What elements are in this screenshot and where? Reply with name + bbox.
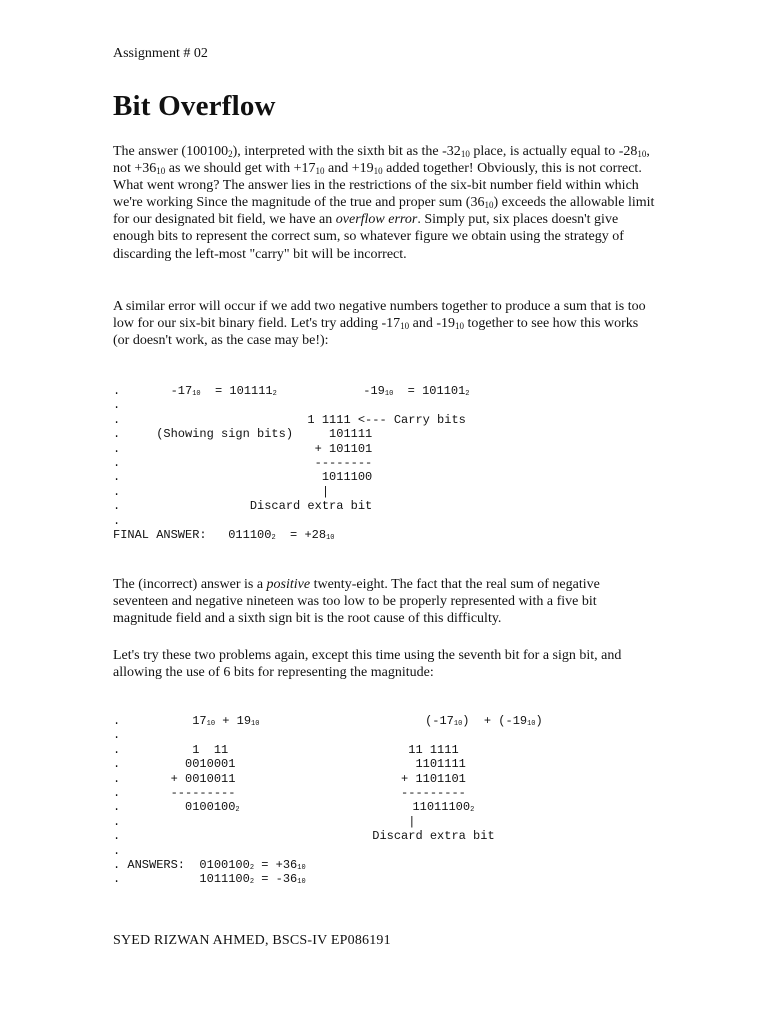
code-block-seven-bit-addition: . 1710 + 1910 (-1710) + (-1910) . . 1 11 11 1111 . 0010001 1101111 . + 0010011 + 1101101 . --------- --------- . 01001002 110111002 . | . Discard extra bit . . ANSWERS: 01001002 = +3610 . 10111002 = -3610	[113, 714, 543, 887]
paragraph-negative-numbers: A similar error will occur if we add two negative numbers together to produce a sum that is too low for our six-bit binary field. Let's try adding $-17_{10}$ and $-19_{10}$ together to see how this works (or doesn't work, as the case may be!):	[113, 299, 646, 349]
author-footer: SYED RIZWAN AHMED, BSCS-IV EP086191	[113, 933, 391, 948]
paragraph-seven-bit-retry: Let's try these two problems again, except this time using the seventh bit for a sign bit, and allowing the use of 6 bits for representing the magnitude:	[113, 648, 622, 681]
code-block-six-bit-addition: . -1710 = 1011112 -1910 = 1011012 . . 1 1111 <--- Carry bits . (Showing sign bits) 101111 . + 101101 . -------- . 1011100 . | . Discard extra bit . FINAL ANSWER: 0111002 = +2810	[113, 384, 470, 543]
paragraph-incorrect-answer: The (incorrect) answer is a positive twenty-eight. The fact that the real sum of negative seventeen and negative nineteen was too low to be properly represented with a five bit magnitude field and a sixth sign bit is the root cause of this difficulty.	[113, 577, 600, 627]
assignment-header: Assignment # 02	[113, 46, 208, 61]
page-title: Bit Overflow	[113, 90, 276, 122]
paragraph-overflow-explanation: The answer $(100100_2)$, interpreted with the sixth bit as the $-32_{10}$ place, is actually equal to $-28_{10}$, not $+36_{10}$ as we should get with $+17_{10}$ and $+19_{10}$ added together! Obviously, this is not correct. What went wrong? The answer lies in the restrictions of the six-bit number field within which we're working Since the magnitude of the true and proper sum $(36_{10})$ exceeds the allowable limit for our designated bit field, we have an overflow error. Simply put, six places doesn't give enough bits to represent the correct sum, so whatever figure we obtain using the strategy of discarding the left-most "carry" bit will be incorrect.	[113, 144, 655, 262]
